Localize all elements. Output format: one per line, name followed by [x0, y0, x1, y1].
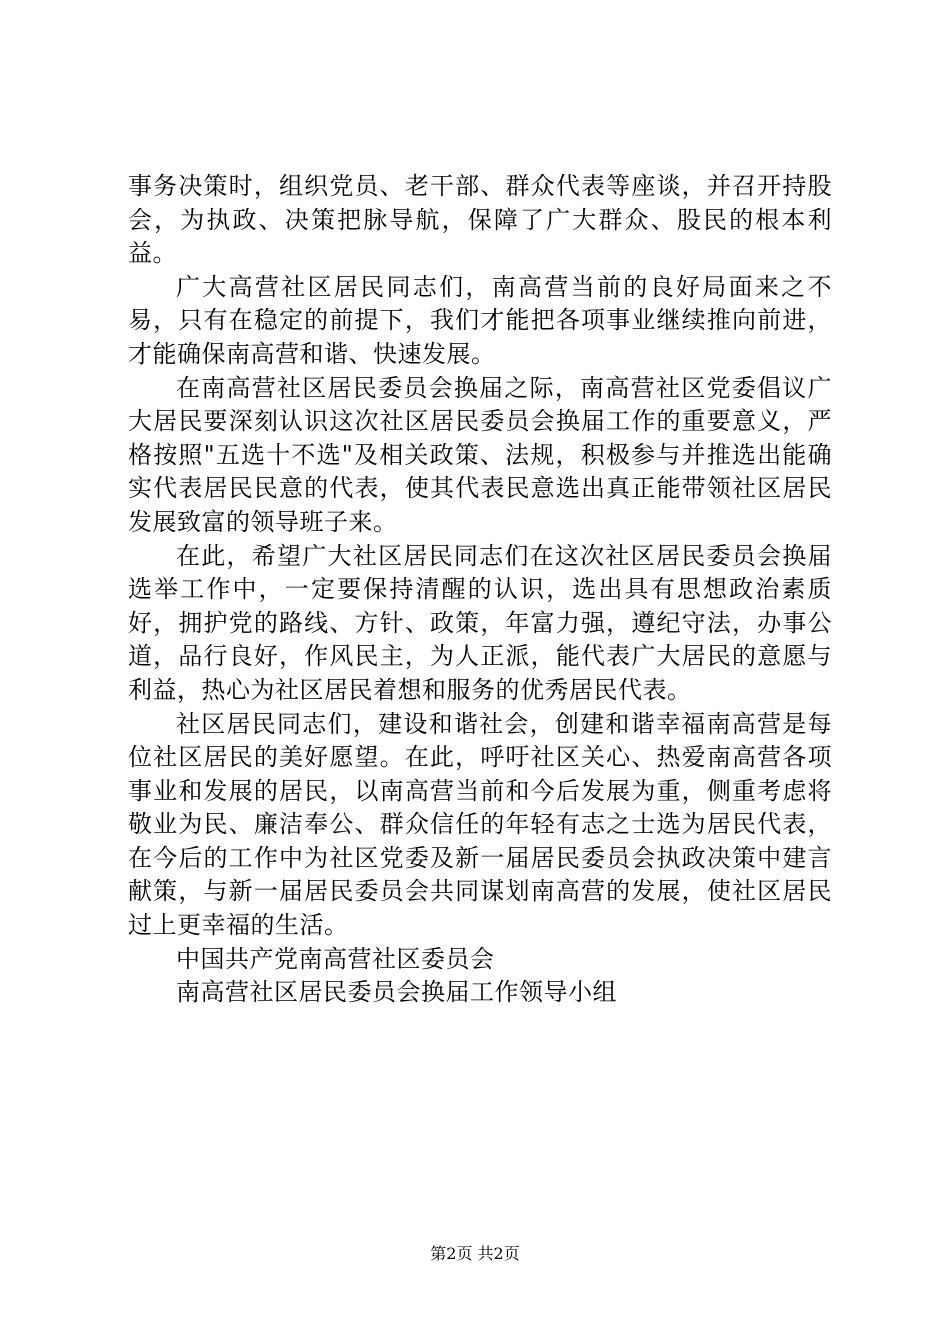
paragraph-representative-criteria: 在此，希望广大社区居民同志们在这次社区居民委员会换届选举工作中，一定要保持清醒的认识，选出具有思想政治素质好，拥护党的路线、方针、政策，年富力强，遵纪守法，办事公道，品行良好，作风民主，为人正派，能代表广大居民的意愿与利益，热心为社区居民着想和服务的优秀居民代表。: [128, 541, 832, 704]
paragraph-appeal: 社区居民同志们，建设和谐社会，创建和谐幸福南高营是每位社区居民的美好愿望。在此，呼吁社区关心、热爱南高营各项事业和发展的居民，以南高营当前和今后发展为重，侧重考虑将敬业为民、廉洁奉公、群众信任的年轻有志之士选为居民代表，在今后的工作中为社区党委及新一届居民委员会执政决策中建言献策，与新一届居民委员会共同谋划南高营的发展，使社区居民过上更幸福的生活。: [128, 709, 832, 940]
paragraph-continuation: 事务决策时，组织党员、老干部、群众代表等座谈，并召开持股会，为执政、决策把脉导航，保障了广大群众、股民的根本利益。: [128, 172, 832, 268]
paragraph-election-initiative: 在南高营社区居民委员会换届之际，南高营社区党委倡议广大居民要深刻认识这次社区居民委员会换届工作的重要意义，严格按照"五选十不选"及相关政策、法规，积极参与并推选出能确实代表居民民意的代表，使其代表民意选出真正能带领社区居民发展致富的领导班子来。: [128, 373, 832, 536]
page-number-footer: 第2页 共2页: [430, 1244, 520, 1263]
signature-party-committee: 中国共产党南高营社区委员会: [176, 944, 495, 973]
signature-leading-group: 南高营社区居民委员会换届工作领导小组: [176, 978, 617, 1007]
paragraph-stability: 广大高营社区居民同志们，南高营当前的良好局面来之不易，只有在稳定的前提下，我们才能把各项事业继续推向前进，才能确保南高营和谐、快速发展。: [128, 272, 832, 368]
document-body: [128, 170, 832, 1010]
